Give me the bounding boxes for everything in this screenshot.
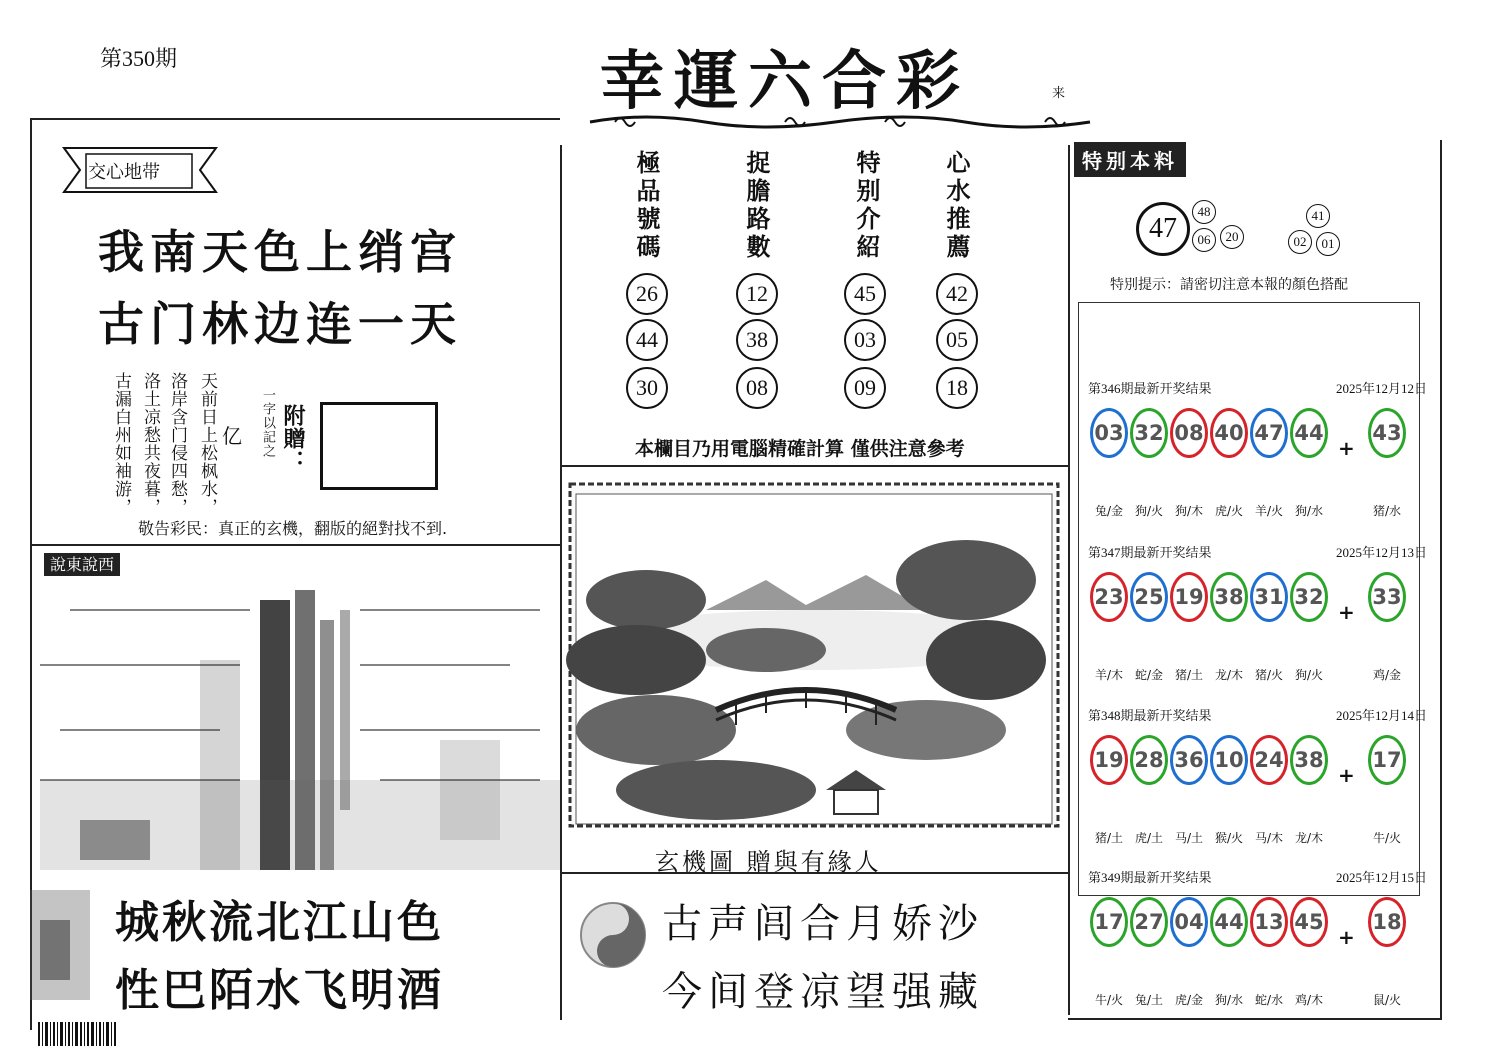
result-label: 第349期最新开奖结果 [1088, 870, 1212, 885]
lottery-ball: 28 [1130, 735, 1168, 785]
featured-number: 47 [1136, 202, 1190, 256]
result-label: 第346期最新开奖结果 [1088, 381, 1212, 396]
mid-poem-line-1: 古声闾合月娇沙 [662, 901, 984, 947]
landscape-illustration [566, 480, 1062, 830]
zodiac-label: 猪/土 [1094, 831, 1124, 845]
lottery-ball: 04 [1170, 897, 1208, 947]
lottery-ball: 45 [1290, 897, 1328, 947]
lottery-ball: 19 [1090, 735, 1128, 785]
result-date: 2025年12月13日 [1336, 545, 1428, 560]
col-head-4: 心水推薦 [942, 150, 971, 262]
plus-sign: + [1338, 600, 1355, 624]
color-hint: 特別提示：請密切注意本報的顏色搭配 [1110, 277, 1348, 293]
bottom-poem-line-1: 城秋流北江山色 [115, 897, 444, 948]
right-title-box [1074, 142, 1186, 177]
col-head-3: 特别介紹 [852, 150, 881, 262]
plus-sign: + [1338, 436, 1355, 460]
lottery-ball: 32 [1130, 408, 1168, 458]
small-number: 01 [1316, 232, 1340, 256]
verse-col-2: 洛岸含门侵四愁， [167, 372, 187, 516]
small-number: 20 [1220, 225, 1244, 249]
lottery-ball: 31 [1250, 572, 1288, 622]
poem-line-2: 古门林边连一天 [98, 297, 462, 351]
lottery-ball: 44 [1290, 408, 1328, 458]
lottery-ball: 40 [1210, 408, 1248, 458]
lottery-ball: 47 [1250, 408, 1288, 458]
issue-number: 第350期 [100, 46, 178, 71]
zodiac-label: 虎/金 [1174, 993, 1204, 1007]
lottery-ball: 36 [1170, 735, 1208, 785]
zodiac-label: 兔/土 [1134, 993, 1164, 1007]
pick-number: 03 [844, 319, 886, 361]
zodiac-label: 虎/火 [1214, 504, 1244, 518]
col-head-1: 極品號碼 [632, 150, 661, 262]
zodiac-label: 狗/水 [1294, 504, 1324, 518]
right-border [1440, 140, 1442, 1020]
lottery-ball: 19 [1170, 572, 1208, 622]
pick-number: 44 [626, 319, 668, 361]
lottery-ball: 25 [1130, 572, 1168, 622]
lottery-ball: 17 [1090, 897, 1128, 947]
lottery-ball: 38 [1290, 735, 1328, 785]
lottery-ball: 03 [1090, 408, 1128, 458]
zodiac-label: 猴/火 [1214, 831, 1244, 845]
divider-mid-left [560, 150, 562, 1020]
zodiac-label: 兔/金 [1094, 504, 1124, 518]
zodiac-label: 龙/木 [1214, 668, 1244, 682]
page-title: 幸運六合彩 [600, 44, 970, 119]
pick-number: 42 [936, 273, 978, 315]
verse-col-4: 古漏白州如袖游， [111, 372, 131, 516]
lottery-ball: 10 [1210, 735, 1248, 785]
pick-number: 12 [736, 273, 778, 315]
divider-mid-horizontal [560, 465, 1068, 467]
barcode [38, 1022, 150, 1046]
result-label: 第348期最新开奖结果 [1088, 708, 1212, 723]
verse-col-3: 洛土凉愁共夜暮， [140, 372, 160, 516]
small-number: 48 [1192, 200, 1216, 224]
small-number: 06 [1192, 228, 1216, 252]
pick-number: 38 [736, 319, 778, 361]
pick-number: 30 [626, 367, 668, 409]
lottery-ball: 24 [1250, 735, 1288, 785]
mid-poem-line-2: 今间登凉望强藏 [662, 969, 984, 1015]
zodiac-label: 蛇/水 [1254, 993, 1284, 1007]
lottery-ball: 08 [1170, 408, 1208, 458]
lottery-ball: 17 [1368, 735, 1406, 785]
zodiac-label: 虎/土 [1134, 831, 1164, 845]
illustration-caption: 玄機圖 贈與有緣人 [655, 848, 882, 876]
lottery-ball: 43 [1368, 408, 1406, 458]
title-suffix: 来 [1052, 86, 1066, 101]
lottery-ball: 44 [1210, 897, 1248, 947]
lottery-ball: 18 [1368, 897, 1406, 947]
lottery-ball: 32 [1290, 572, 1328, 622]
result-date: 2025年12月14日 [1336, 708, 1428, 723]
section-tag-talk [44, 552, 120, 575]
small-number: 41 [1306, 204, 1330, 228]
zodiac-label: 猪/火 [1254, 668, 1284, 682]
lottery-ball: 27 [1130, 897, 1168, 947]
zodiac-label: 狗/火 [1134, 504, 1164, 518]
plus-sign: + [1338, 763, 1355, 787]
small-number: 02 [1288, 230, 1312, 254]
pick-number: 09 [844, 367, 886, 409]
yi-character: 亿 [222, 424, 242, 448]
zodiac-label: 狗/木 [1174, 504, 1204, 518]
small-note: 一字以記之 [260, 388, 275, 458]
zodiac-label: 牛/火 [1372, 831, 1402, 845]
poem-line-1: 我南天色上绡宫 [98, 225, 462, 279]
section-tag-heart: 交心地带 [88, 162, 160, 183]
pick-number: 45 [844, 273, 886, 315]
lottery-ball: 38 [1210, 572, 1248, 622]
zodiac-label: 马/土 [1174, 831, 1204, 845]
zodiac-label: 马/木 [1254, 831, 1284, 845]
disclaimer: 本欄目乃用電腦精確計算 僅供注意參考 [635, 438, 965, 460]
divider-left-horizontal [30, 544, 560, 546]
zodiac-label: 狗/火 [1294, 668, 1324, 682]
section-tag-talk-label: 說東說西 [44, 553, 120, 576]
attach-box [320, 402, 438, 490]
scanned-text-noise [40, 580, 560, 870]
plus-sign: + [1338, 925, 1355, 949]
pick-number: 26 [626, 273, 668, 315]
verse-col-1: 天前日上松枫水， [197, 372, 217, 516]
divider-mid-right [1068, 145, 1070, 1015]
scan-noise-left [30, 880, 110, 1010]
notice-text: 敬告彩民：真正的玄機，翻版的絕對找不到. [138, 519, 448, 538]
zodiac-label: 鼠/火 [1372, 993, 1402, 1007]
result-label: 第347期最新开奖结果 [1088, 545, 1212, 560]
title-ornament [585, 112, 1095, 132]
zodiac-label: 蛇/金 [1134, 668, 1164, 682]
result-date: 2025年12月15日 [1336, 870, 1428, 885]
zodiac-label: 狗/水 [1214, 993, 1244, 1007]
attach-label: 附贈： [280, 404, 306, 473]
bottom-poem-line-2: 性巴陌水飞明酒 [115, 965, 444, 1016]
lottery-ball: 23 [1090, 572, 1128, 622]
zodiac-label: 牛/火 [1094, 993, 1124, 1007]
lottery-ball: 33 [1368, 572, 1406, 622]
zodiac-label: 羊/木 [1094, 668, 1124, 682]
zodiac-label: 猪/土 [1174, 668, 1204, 682]
yinyang-icon [578, 900, 648, 970]
pick-number: 08 [736, 367, 778, 409]
pick-number: 18 [936, 367, 978, 409]
zodiac-label: 猪/水 [1372, 504, 1402, 518]
top-left-border [30, 118, 560, 120]
zodiac-label: 龙/木 [1294, 831, 1324, 845]
zodiac-label: 鸡/木 [1294, 993, 1324, 1007]
zodiac-label: 羊/火 [1254, 504, 1284, 518]
col-head-2: 捉膽路數 [742, 150, 771, 262]
right-title: 特别本料 [1082, 149, 1178, 173]
lottery-ball: 13 [1250, 897, 1288, 947]
result-date: 2025年12月12日 [1336, 381, 1428, 396]
zodiac-label: 鸡/金 [1372, 668, 1402, 682]
bottom-right-border [1068, 1018, 1442, 1020]
pick-number: 05 [936, 319, 978, 361]
